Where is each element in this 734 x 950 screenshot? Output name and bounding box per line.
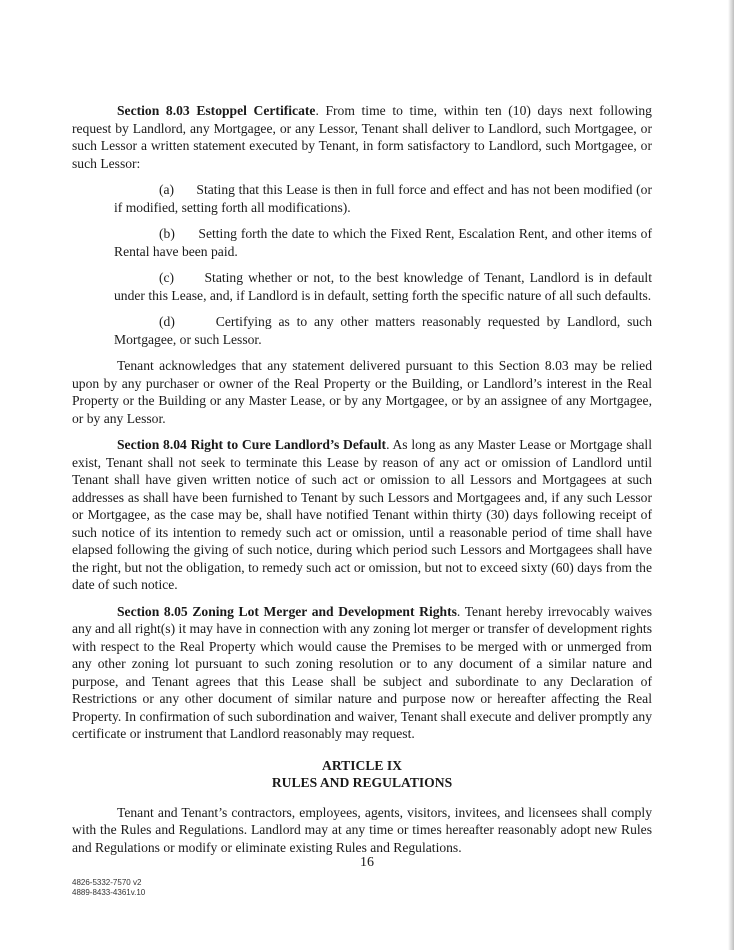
page-number: 16 (360, 855, 374, 870)
section-8-03-item-a: (a) Stating that this Lease is then in full force and effect and has not been modified (or if modified, setting forth all modifications). (114, 182, 652, 215)
article-title: RULES AND REGULATIONS (271, 775, 453, 790)
document-ids (72, 878, 145, 898)
section-8-05-paragraph (72, 603, 652, 743)
document-id-2: 4889-8433-4361v.10 (72, 888, 146, 897)
section-8-03-item-d: (d) Certifying as to any other matters reasonably requested by Landlord, such Mortgagee, or such Lessor. (114, 314, 652, 347)
article-ix-paragraph: Tenant and Tenant’s contractors, employees, agents, visitors, invitees, and licensees shall comply with the Rules and Regulations. Landlord may at any time or times hereafter reasonably adopt new Rules and Regulations or modify or eliminate existing Rules and Regulations. (72, 804, 652, 855)
section-8-03-title: Section 8.03 Estoppel Certificate (117, 103, 316, 118)
section-8-04-text: . As long as any Master Lease or Mortgage shall exist, Tenant shall not seek to terminate this Lease by reason of any act or omission of Landlord until Tenant shall have given written notice of such act or omission to all Lessors and Mortgagees at such addresses as shall have been furnished to Tenant by such Lessors and Mortgagees and, if any such Lessor or Mortgagee, as the case may be, shall have notified Tenant within thirty (30) days following receipt of such notice of its intention to remedy such act or omission, until a reasonable period of time shall have elapsed following the giving of such notice, during which period such Lessors and Mortgagees shall have the right, but not the obligation, to remedy such act or omission, but not to exceed sixty (60) days from the date of such notice. (72, 437, 652, 592)
section-8-03-item-b: (b) Setting forth the date to which the Fixed Rent, Escalation Rent, and other items of Rental have been paid. (114, 226, 652, 259)
section-8-03-paragraph (72, 102, 652, 172)
article-heading (72, 757, 652, 792)
section-8-04-title: Section 8.04 Right to Cure Landlord’s Default (117, 437, 387, 452)
page-edge-shadow (728, 0, 734, 950)
section-8-03-intro: . From time to time, within ten (10) days next following request by Landlord, any Mortgagee, or any Lessor, Tenant shall deliver to Landlord, such Mortgagee, or such Lessor a written statement executed by Tenant, in form satisfactory to Landlord, such Mortgagee, or such Lessor: (72, 103, 652, 171)
document-id-1: 4826-5332-7570 v2 (72, 878, 142, 887)
article-number: ARTICLE IX (322, 757, 402, 773)
document-body (72, 102, 652, 865)
section-8-03-closing: Tenant acknowledges that any statement delivered pursuant to this Section 8.03 may be relied upon by any purchaser or owner of the Real Property or the Building, or Landlord’s interest in the Real Property or the Building or any Master Lease, or by any Mortgagee, or by an assignee of any Mortgagee, or by any Lessor. (72, 358, 652, 426)
section-8-05-text: . Tenant hereby irrevocably waives any and all right(s) it may have in connection with any zoning lot merger or transfer of development rights with respect to the Real Property which would cause the Premises to be merged with or unmerged from any other zoning lot pursuant to such zoning resolution or to any document of a similar nature and purpose, and Tenant agrees that this Lease shall be subject and subordinate to any Declaration of Restrictions or any other document of similar nature and purpose now or hereafter affecting the Real Property. In confirmation of such subordination and waiver, Tenant shall execute and deliver promptly any certificate or instrument that Landlord reasonably may request. (72, 603, 652, 741)
section-8-03-item-c: (c) Stating whether or not, to the best knowledge of Tenant, Landlord is in default under this Lease, and, if Landlord is in default, setting forth the specific nature of all such defaults. (114, 270, 652, 303)
section-8-05-title: Section 8.05 Zoning Lot Merger and Development Rights (117, 603, 457, 619)
section-8-04-paragraph (72, 436, 652, 594)
